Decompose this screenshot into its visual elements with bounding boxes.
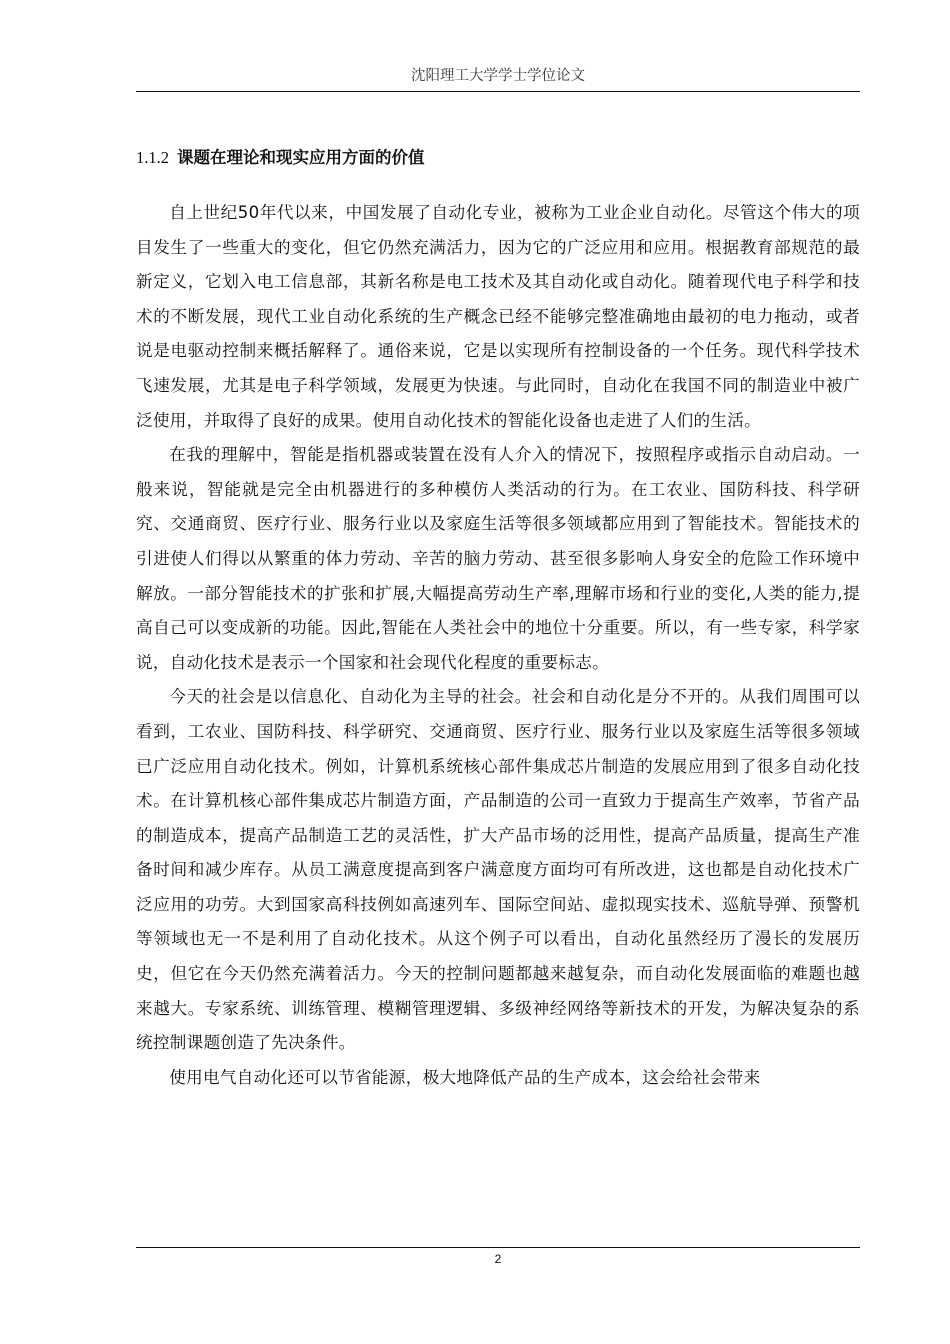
page-number: 2 [494, 1252, 502, 1266]
body-text [136, 196, 860, 1095]
header-rule [136, 91, 860, 92]
footer-rule [136, 1247, 860, 1248]
section-heading [136, 144, 425, 168]
paragraph: 使用电气自动化还可以节省能源，极大地降低产品的生产成本，这会给社会带来 [169, 1067, 761, 1087]
running-header: 沈阳理工大学学士学位论文 [411, 68, 585, 84]
paragraph: 今天的社会是以信息化、自动化为主导的社会。社会和自动化是分不开的。从我们周围可以看到，工农业、国防科技、科学研究、交通商贸、医疗行业、服务行业以及家庭生活等很多领域已广泛应用自动化技术。例如，计算机系统核心部件集成芯片制造的发展应用到了很多自动化技术。在计算机核心部件集成芯片制造方面，产品制造的公司一直致力于提高生产效率，节省产品的制造成本，提高产品制造工艺的灵活性，扩大产品市场的泛用性，提高产品质量，提高生产准备时间和减少库存。从员工满意度提高到客户满意度方面均可有所改进，这也都是自动化技术广泛应用的功劳。大到国家高科技例如高速列车、国际空间站、虚拟现实技术、巡航导弹、预警机等领域也无一不是利用了自动化技术。从这个例子可以看出，自动化虽然经历了漫长的发展历史，但它在今天仍然充满着活力。今天的控制问题都越来越复杂，而自动化发展面临的难题也越来越大。专家系统、训练管理、模糊管理逻辑、多级神经网络等新技术的开发，为解决复杂的系统控制课题创造了先决条件。 [136, 687, 860, 1053]
section-number: 1.1.2 [136, 148, 169, 167]
paragraph: 在我的理解中，智能是指机器或装置在没有人介入的情况下，按照程序或指示自动启动。一般来说，智能就是完全由机器进行的多种模仿人类活动的行为。在工农业、国防科技、科学研究、交通商贸、医疗行业、服务行业以及家庭生活等很多领域都应用到了智能技术。智能技术的引进使人们得以从繁重的体力劳动、辛苦的脑力劳动、甚至很多影响人身安全的危险工作环境中解放。一部分智能技术的扩张和扩展,大幅提高劳动生产率,理解市场和行业的变化,人类的能力,提高自己可以变成新的功能。因此,智能在人类社会中的地位十分重要。所以，有一些专家，科学家说，自动化技术是表示一个国家和社会现代化程度的重要标志。 [136, 445, 860, 672]
section-title: 课题在理论和现实应用方面的价值 [177, 148, 425, 167]
paragraph: 自上世纪50年代以来，中国发展了自动化专业，被称为工业企业自动化。尽管这个伟大的项目发生了一些重大的变化，但它仍然充满活力，因为它的广泛应用和应用。根据教育部规范的最新定义，它划入电工信息部，其新名称是电工技术及其自动化或自动化。随着现代电子科学和技术的不断发展，现代工业自动化系统的生产概念已经不能够完整准确地由最初的电力拖动，或者说是电驱动控制来概括解释了。通俗来说，它是以实现所有控制设备的一个任务。现代科学技术飞速发展，尤其是电子科学领域，发展更为快速。与此同时，自动化在我国不同的制造业中被广泛使用，并取得了良好的成果。使用自动化技术的智能化设备也走进了人们的生活。 [136, 203, 860, 430]
